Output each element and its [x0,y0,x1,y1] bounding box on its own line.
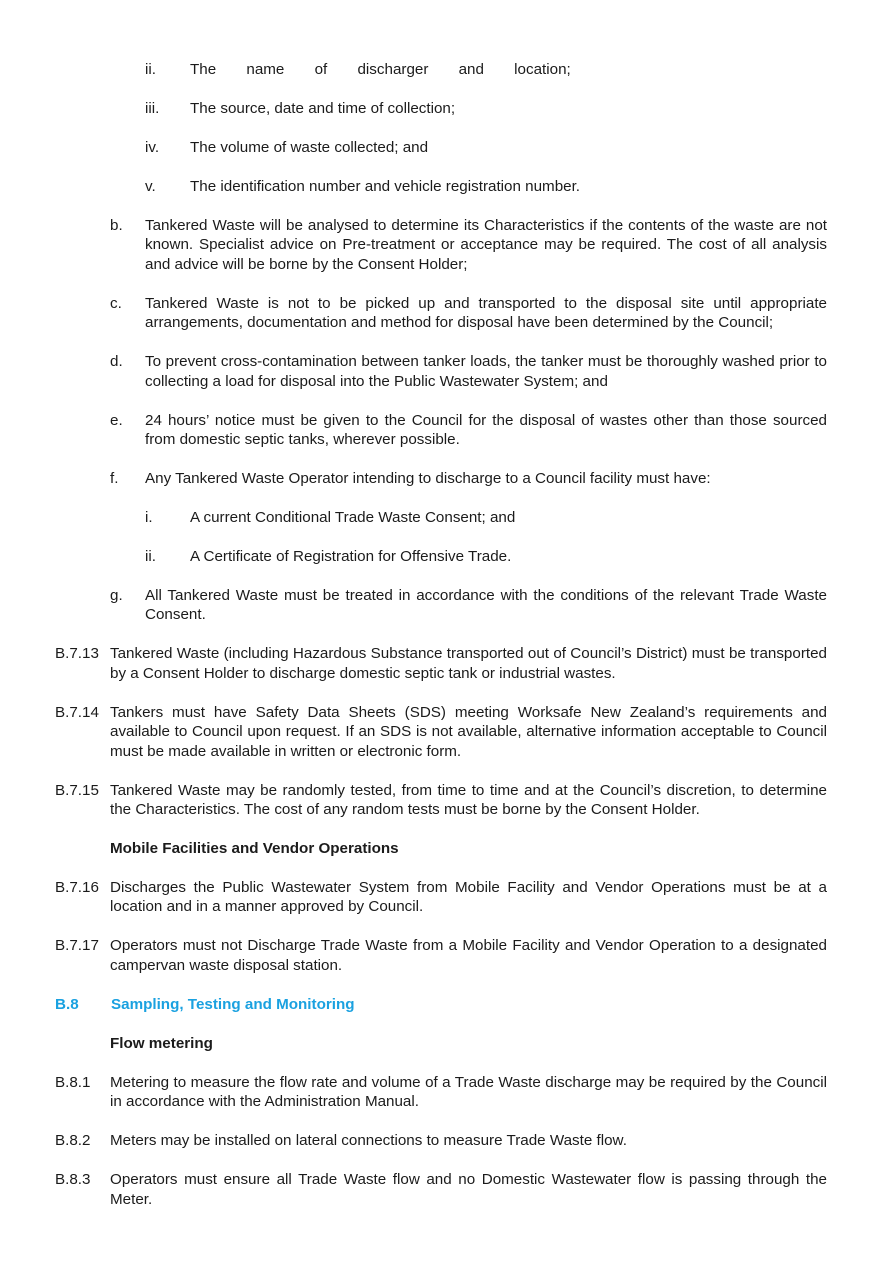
item-label: c. [110,294,122,312]
list-item [0,586,879,625]
clause [0,936,879,975]
item-label: e. [110,411,123,429]
item-label: iii. [145,100,160,117]
clause-number: B.7.16 [55,879,99,897]
list-item [0,216,879,274]
item-text: The name of discharger and location; [190,61,571,78]
item-label: v. [145,178,156,195]
list-item [0,138,879,157]
item-text: 24 hours’ notice must be given to the Council for the disposal of wastes other than those sourced from domestic septic tanks, wherever possible. [145,411,827,449]
list-item [0,411,879,450]
item-text: The volume of waste collected; and [190,139,429,156]
clause-text: Metering to measure the flow rate and volume of a Trade Waste discharge may be required by the Council in accordance with the Administration Manual. [110,1073,827,1111]
clause [0,1073,879,1112]
item-label: f. [110,470,119,488]
list-item [0,352,879,391]
clause-text: Discharges the Public Wastewater System from Mobile Facility and Vendor Operations must be at a location and in a manner approved by Council. [110,879,827,916]
list-item [0,99,879,118]
section-number: B.8 [55,995,79,1013]
clause [0,1131,879,1150]
list-item [0,294,879,333]
item-label: g. [110,587,123,605]
clause [0,878,879,917]
clause [0,703,879,761]
item-label: iv. [145,139,160,156]
item-text: Tankered Waste is not to be picked up and transported to the disposal site until appropriate arrangements, documentation and method for disposal have been determined by the Council; [145,294,827,332]
clause-text: Meters may be installed on lateral connections to measure Trade Waste flow. [110,1132,627,1150]
clause-number: B.8.3 [55,1171,91,1189]
item-text: A current Conditional Trade Waste Consent; and [190,509,516,527]
subheading-mobile-facilities: Mobile Facilities and Vendor Operations [110,840,399,858]
clause-text: Tankers must have Safety Data Sheets (SDS) meeting Worksafe New Zealand’s requirements and available to Council upon request. If an SDS is not available, alternative information acceptable to Council must be made available in written or electronic form. [110,703,827,760]
item-label: d. [110,353,123,371]
clause [0,781,879,820]
subheading-flow-metering: Flow metering [110,1034,213,1052]
list-item [0,60,879,79]
clause [0,644,879,683]
item-text: The identification number and vehicle registration number. [190,178,581,195]
item-text: Tankered Waste will be analysed to determine its Characteristics if the contents of the waste are not known. Specialist advice on Pre-treatment or acceptance may be required. The cost of all analysis and advice will be borne by the Consent Holder; [145,217,827,273]
item-text: All Tankered Waste must be treated in accordance with the conditions of the relevant Trade Waste Consent. [145,587,827,624]
document-page [0,60,879,1229]
clause [0,1170,879,1209]
item-label: b. [110,217,123,234]
item-text: The source, date and time of collection; [190,100,456,117]
list-item [0,469,879,488]
clause-number: B.7.15 [55,781,99,799]
clause-number: B.7.14 [55,703,99,721]
clause-number: B.7.17 [55,937,99,955]
item-label: ii. [145,548,156,566]
list-item [0,547,879,566]
clause-number: B.8.2 [55,1132,91,1150]
clause-text: Tankered Waste may be randomly tested, from time to time and at the Council’s discretion, to determine the Characteristics. The cost of any random tests must be borne by the Consent Holder. [110,781,827,819]
clause-text: Tankered Waste (including Hazardous Substance transported out of Council’s District) must be transported by a Consent Holder to discharge domestic septic tank or industrial wastes. [110,645,827,682]
item-text: A Certificate of Registration for Offensive Trade. [190,548,512,566]
clause-text: Operators must not Discharge Trade Waste from a Mobile Facility and Vendor Operation to a designated campervan waste disposal station. [110,937,827,974]
item-label: i. [145,509,153,527]
item-label: ii. [145,61,156,78]
list-item [0,177,879,196]
clause-text: Operators must ensure all Trade Waste flow and no Domestic Wastewater flow is passing through the Meter. [110,1171,827,1208]
section-title: Sampling, Testing and Monitoring [111,995,355,1013]
clause-number: B.8.1 [55,1073,91,1091]
item-text: To prevent cross-contamination between tanker loads, the tanker must be thoroughly washed prior to collecting a load for disposal into the Public Wastewater System; and [145,353,827,390]
item-text: Any Tankered Waste Operator intending to discharge to a Council facility must have: [145,470,711,488]
section-heading [0,995,879,1014]
list-item [0,508,879,527]
clause-number: B.7.13 [55,645,99,663]
